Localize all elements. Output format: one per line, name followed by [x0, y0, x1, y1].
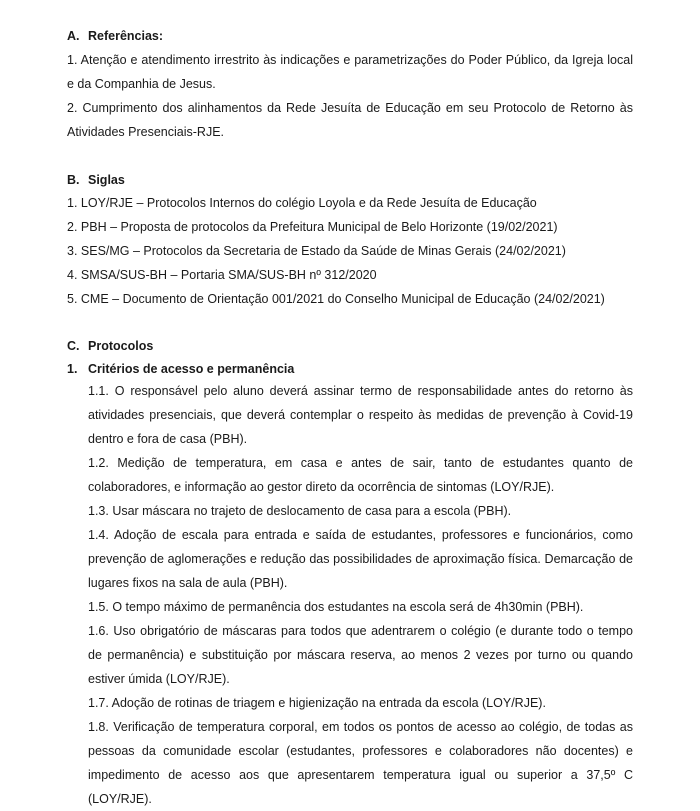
subsection-1-title: Critérios de acesso e permanência [88, 362, 295, 376]
subsection-1-number: 1. [67, 362, 78, 376]
section-c-heading [67, 338, 153, 354]
protocol-item-1-5: 1.5. O tempo máximo de permanência dos estudantes na escola será de 4h30min (PBH). [88, 600, 584, 614]
protocol-item-1-6: 1.6. Uso obrigatório de máscaras para todos que adentrarem o colégio (e durante todo o tempo de permanência) e substituição por máscara reserva, ao menos 2 vezes por turno ou quando estiver úmida (LOY/RJE). [88, 624, 633, 686]
section-c-title: Protocolos [88, 339, 154, 353]
subsection-1-heading [67, 361, 294, 377]
protocol-item-1-4: 1.4. Adoção de escala para entrada e saída de estudantes, professores e funcionários, como prevenção de aglomerações e redução das possibilidades de aproximação física. Demarcação de lugares fixos na sala de aula (PBH). [88, 528, 633, 590]
reference-item-2: 2. Cumprimento dos alinhamentos da Rede Jesuíta de Educação em seu Protocolo de Retorno às Atividades Presenciais-RJE. [67, 101, 633, 139]
reference-item-1: 1. Atenção e atendimento irrestrito às indicações e parametrizações do Poder Público, da Igreja local e da Companhia de Jesus. [67, 53, 633, 91]
acronym-item-3: 3. SES/MG – Protocolos da Secretaria de Estado da Saúde de Minas Gerais (24/02/2021) [67, 244, 566, 258]
section-b-heading [67, 172, 125, 188]
protocol-item-1-2: 1.2. Medição de temperatura, em casa e antes de sair, tanto de estudantes quanto de colaboradores, e informação ao gestor direto da ocorrência de sintomas (LOY/RJE). [88, 456, 633, 494]
protocol-item-1-1: 1.1. O responsável pelo aluno deverá assinar termo de responsabilidade antes do retorno às atividades presenciais, que deverá contemplar o respeito às medidas de prevenção à Covid-19 dentro e fora de casa (PBH). [88, 384, 633, 446]
acronym-item-5: 5. CME – Documento de Orientação 001/2021 do Conselho Municipal de Educação (24/02/2021) [67, 292, 605, 306]
section-a-heading [67, 28, 163, 44]
acronym-item-2: 2. PBH – Proposta de protocolos da Prefeitura Municipal de Belo Horizonte (19/02/2021) [67, 220, 558, 234]
section-c-letter: C. [67, 339, 80, 353]
section-a-letter: A. [67, 29, 80, 43]
acronym-item-1: 1. LOY/RJE – Protocolos Internos do colégio Loyola e da Rede Jesuíta de Educação [67, 196, 537, 210]
protocol-item-1-7: 1.7. Adoção de rotinas de triagem e higienização na entrada da escola (LOY/RJE). [88, 696, 546, 710]
acronym-item-4: 4. SMSA/SUS-BH – Portaria SMA/SUS-BH nº 312/2020 [67, 268, 377, 282]
protocol-item-1-8: 1.8. Verificação de temperatura corporal, em todos os pontos de acesso ao colégio, de todas as pessoas da comunidade escolar (estudantes, professores e colaboradores não docentes) e impedimento de acesso aos que apresentarem temperatura igual ou superior a 37,5º C (LOY/RJE). [88, 720, 633, 806]
section-b-letter: B. [67, 173, 80, 187]
protocol-item-1-3: 1.3. Usar máscara no trajeto de deslocamento de casa para a escola (PBH). [88, 504, 512, 518]
section-a-title: Referências: [88, 29, 164, 43]
section-b-title: Siglas [88, 173, 125, 187]
